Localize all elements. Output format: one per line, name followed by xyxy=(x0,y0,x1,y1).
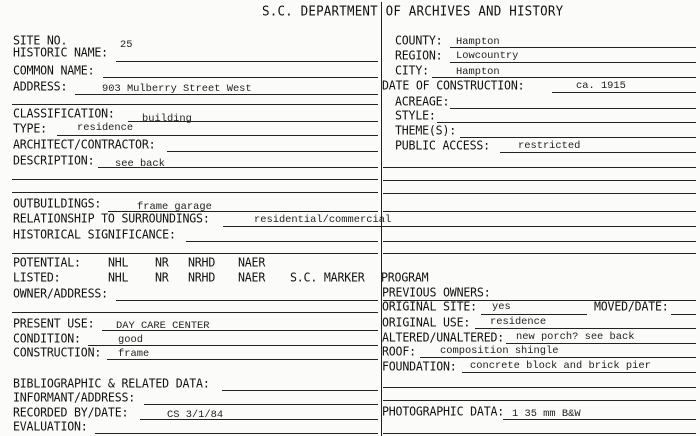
blank-line xyxy=(383,211,696,212)
blank-line xyxy=(383,400,696,401)
original-site-value: yes xyxy=(492,301,511,313)
public-access-label: PUBLIC ACCESS: xyxy=(395,137,490,153)
roof-value: composition shingle xyxy=(440,345,559,357)
listed-sc-marker: S.C. MARKER xyxy=(290,269,365,285)
site-no-label: SITE NO. xyxy=(13,32,68,48)
style-line xyxy=(437,122,696,123)
original-use-line xyxy=(475,328,696,329)
type-line xyxy=(57,135,378,136)
classification-line xyxy=(128,121,378,122)
potential-label: POTENTIAL: xyxy=(13,254,81,270)
original-site-label: ORIGINAL SITE: xyxy=(382,298,477,314)
classification-label: CLASSIFICATION: xyxy=(13,105,115,121)
description-label: DESCRIPTION: xyxy=(13,152,95,168)
moved-date-label: MOVED/DATE: xyxy=(594,298,669,314)
description-line xyxy=(98,167,378,168)
date-construction-value: ca. 1915 xyxy=(576,80,626,92)
construction-value: frame xyxy=(118,348,150,360)
significance-label: HISTORICAL SIGNIFICANCE: xyxy=(13,226,176,242)
county-label: COUNTY: xyxy=(395,32,443,48)
informant-label: INFORMANT/ADDRESS: xyxy=(13,389,136,405)
address-label: ADDRESS: xyxy=(13,78,68,94)
address-value: 903 Mulberry Street West xyxy=(102,83,252,95)
recorded-by-line xyxy=(140,419,378,420)
photographic-line xyxy=(503,419,696,420)
altered-label: ALTERED/UNALTERED: xyxy=(382,329,505,345)
blank-line xyxy=(383,241,696,242)
outbuildings-label: OUTBUILDINGS: xyxy=(13,195,102,211)
informant-line xyxy=(144,404,378,405)
date-construction-line xyxy=(552,92,696,93)
public-access-value: restricted xyxy=(518,140,581,152)
style-label: STYLE: xyxy=(395,107,436,123)
architect-line xyxy=(167,151,378,152)
foundation-value: concrete block and brick pier xyxy=(470,360,651,372)
roof-line xyxy=(420,357,696,358)
form-title: S.C. DEPARTMENT OF ARCHIVES AND HISTORY xyxy=(262,2,564,19)
common-name-line xyxy=(103,77,378,78)
county-value: Hampton xyxy=(456,36,500,48)
photographic-label: PHOTOGRAPHIC DATA: xyxy=(382,403,505,419)
listed-nrhd: NRHD xyxy=(188,269,216,285)
outbuildings-value: frame garage xyxy=(137,201,212,213)
address-line xyxy=(75,94,378,95)
description-value: see back xyxy=(115,158,165,170)
bibliographic-line xyxy=(222,390,378,391)
acreage-line xyxy=(450,108,696,109)
recorded-by-value: CS 3/1/84 xyxy=(167,409,224,421)
construction-line xyxy=(107,359,378,360)
historic-name-label: HISTORIC NAME: xyxy=(13,44,108,60)
site-no-value: 25 xyxy=(120,39,133,51)
present-use-label: PRESENT USE: xyxy=(13,315,95,331)
potential-nrhd: NRHD xyxy=(188,254,216,270)
date-construction-label: DATE OF CONSTRUCTION: xyxy=(382,77,525,93)
relationship-line xyxy=(223,226,696,227)
blank-line xyxy=(383,167,696,168)
architect-label: ARCHITECT/CONTRACTOR: xyxy=(13,136,156,152)
city-label: CITY: xyxy=(395,62,429,78)
relationship-label: RELATIONSHIP TO SURROUNDINGS: xyxy=(13,210,210,226)
significance-line xyxy=(186,241,378,242)
present-use-value: DAY CARE CENTER xyxy=(116,320,210,332)
recorded-by-label: RECORDED BY/DATE: xyxy=(13,404,129,420)
region-line xyxy=(450,62,696,63)
acreage-label: ACREAGE: xyxy=(395,93,450,109)
section-rule xyxy=(12,104,378,105)
foundation-label: FOUNDATION: xyxy=(382,358,457,374)
blank-line xyxy=(383,433,696,434)
evaluation-line xyxy=(95,433,378,434)
previous-owners-label: PREVIOUS OWNERS: xyxy=(382,284,491,300)
foundation-line xyxy=(462,372,696,373)
original-use-label: ORIGINAL USE: xyxy=(382,314,471,330)
original-site-line xyxy=(481,314,587,315)
altered-line xyxy=(506,343,696,344)
listed-nr: NR xyxy=(155,269,169,285)
evaluation-label: EVALUATION: xyxy=(13,418,88,434)
condition-label: CONDITION: xyxy=(13,330,81,346)
condition-line xyxy=(88,345,378,346)
blank-line xyxy=(12,312,378,313)
themes-line xyxy=(460,137,696,138)
public-access-line xyxy=(500,152,696,153)
city-value: Hampton xyxy=(456,66,500,78)
classification-value: building xyxy=(142,113,192,125)
photographic-value: 1 35 mm B&W xyxy=(512,408,581,420)
listed-naer: NAER xyxy=(238,269,266,285)
potential-nr: NR xyxy=(155,254,169,270)
blank-line xyxy=(383,193,696,194)
relationship-value: residential/commercial xyxy=(254,214,392,226)
listed-nhl: NHL xyxy=(108,269,129,285)
themes-label: THEME(S): xyxy=(395,122,457,138)
blank-line xyxy=(383,180,696,181)
potential-naer: NAER xyxy=(238,254,266,270)
construction-label: CONSTRUCTION: xyxy=(13,344,102,360)
section-rule xyxy=(383,253,696,254)
owner-line xyxy=(116,300,378,301)
potential-nhl: NHL xyxy=(108,254,129,270)
original-use-value: residence xyxy=(490,316,547,328)
moved-date-line xyxy=(671,314,696,315)
section-rule xyxy=(12,253,378,254)
bibliographic-label: BIBLIOGRAPHIC & RELATED DATA: xyxy=(13,375,210,391)
blank-line xyxy=(12,179,378,180)
region-value: Lowcountry xyxy=(456,50,519,62)
blank-line xyxy=(383,387,696,388)
roof-label: ROOF: xyxy=(382,343,416,359)
altered-value: new porch? see back xyxy=(516,331,635,343)
common-name-label: COMMON NAME: xyxy=(13,62,95,78)
present-use-line xyxy=(102,330,378,331)
historic-name-line xyxy=(116,61,378,62)
type-label: TYPE: xyxy=(13,120,47,136)
county-line xyxy=(450,47,696,48)
owner-label: OWNER/ADDRESS: xyxy=(13,285,108,301)
listed-program: PROGRAM xyxy=(381,269,429,285)
blank-line xyxy=(12,192,378,193)
listed-label: LISTED: xyxy=(13,269,61,285)
type-value: residence xyxy=(77,122,134,134)
region-label: REGION: xyxy=(395,47,443,63)
condition-value: good xyxy=(118,334,143,346)
